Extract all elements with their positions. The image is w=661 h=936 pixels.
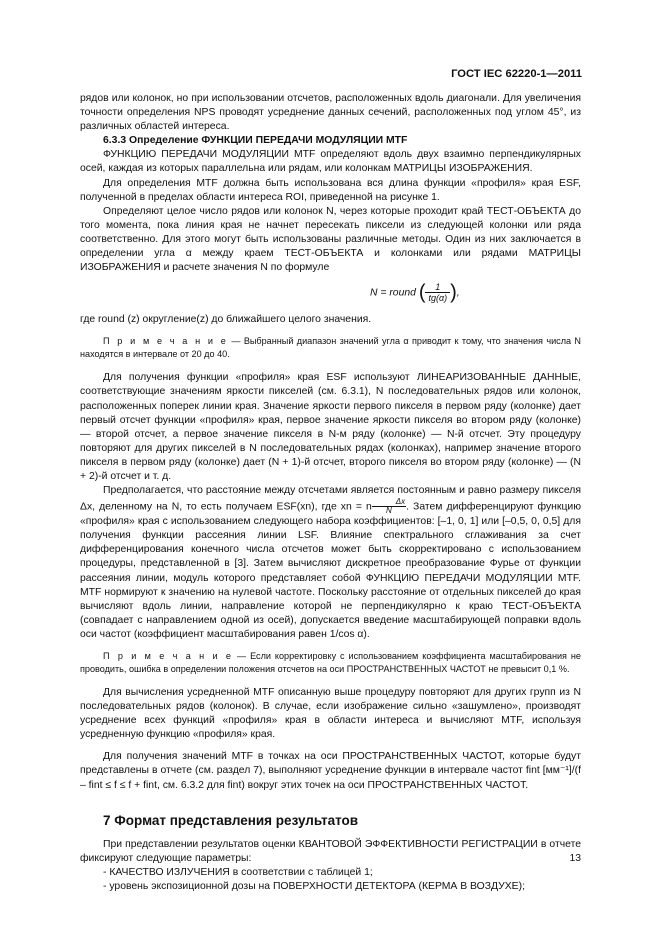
paragraph-lsf-fourier	[80, 484, 581, 642]
paragraph-lsf-part-a: Предполагается, что расстояние между отсчетами является постоянным и равно размеру пикселя Δx, деленному на N, то есть получаем ESF(xn), где xn = n	[80, 485, 581, 513]
paragraph-rows-n: Определяют целое число рядов или колонок N, через которые проходит край ТЕСТ-ОБЪЕКТА до того момента, пока линия края не начнет пересекать пиксели из следующей колонки или ряда соответственно. Для этого могут быть использованы различные методы. Один из них заключается в определении угла α между краем ТЕСТ-ОБЪЕКТА и колонками или рядами МАТРИЦЫ ИЗОБРАЖЕНИЯ и расчете значения N по формуле	[80, 205, 581, 274]
formula-fraction	[425, 282, 450, 303]
page-number: 13	[569, 853, 581, 864]
paragraph-where-round: где round (z) округление(z) до ближайшего целого значения.	[80, 314, 372, 326]
inline-fraction-denominator: N	[386, 506, 392, 516]
formula-denominator: tg(α)	[428, 293, 448, 304]
note-scaling	[80, 650, 581, 675]
list-item: - уровень экспозиционной дозы на ПОВЕРХНОСТИ ДЕТЕКТОРА (КЕРМА В ВОЗДУХЕ);	[103, 880, 525, 892]
paragraph-mtf-axes: ФУНКЦИЮ ПЕРЕДАЧИ МОДУЛЯЦИИ MTF определяют вдоль двух взаимно перпендикулярных осей, каждая из которых параллельна или рядам, или колонкам МАТРИЦЫ ИЗОБРАЖЕНИЯ.	[80, 149, 581, 175]
paragraph-average-mtf: Для вычисления усредненной MTF описанную выше процедуру повторяют для других групп из N последовательных рядов (колонок). В случае, если изображение сильно «зашумлено», производят усреднение всех функций «профиля» края в области интереса и вычисляют MTF, используя усредненную функцию «профиля» края.	[80, 687, 581, 741]
note-angle-range	[80, 335, 581, 360]
formula-lhs: N = round	[370, 287, 416, 299]
formula-paren-open: (	[418, 281, 426, 304]
section-heading-6-3-3: 6.3.3 Определение ФУНКЦИИ ПЕРЕДАЧИ МОДУЛЯЦИИ MTF	[103, 135, 408, 147]
paragraph-esf-profile: Для получения функции «профиля» края ESF используют ЛИНЕАРИЗОВАННЫЕ ДАННЫЕ, соответствующие значениям яркости пикселей (см. 6.3.1), N последовательных рядов или колонок, расположенных поперек линии края. Значение яркости первого пикселя в первом ряду (колонке) дает первый отсчет функции «профиля» края, первое значение яркости пикселя во втором ряду (колонке) — второй отсчет, а первое значение пикселя в N-м ряду (колонке) — N-й отсчет. Эту процедуру повторяют для других пикселей в N последовательных рядах (колонках), например значение второго пикселя в первом ряду (колонке) дает (N + 1)-й отсчет, второго пикселя во втором ряду (колонке) — (N + 2)-й отсчет и т. д.	[80, 372, 581, 482]
note-label: П р и м е ч а н и е	[103, 651, 234, 661]
paragraph-frequency-interval: Для получения значений MTF в точках на оси ПРОСТРАНСТВЕННЫХ ЧАСТОТ, которые будут представлены в отчете (см. раздел 7), выполняют усреднение функции в интервале частот fint [мм⁻¹]/(f – fint ≤ f ≤ f + fint, см. 6.3.2 для fint) вокруг этих точек на оси ПРОСТРАНСТВЕННЫХ ЧАСТОТ.	[80, 751, 581, 791]
formula-tail: ,	[456, 287, 460, 299]
page-body	[80, 92, 581, 894]
note-text: — Если корректировку с использованием коэффициента масштабирования не проводить, ошибка в определении положения отсчетов на оси ПРОСТРАНСТВЕННЫХ ЧАСТОТ не превысит 0,1 %.	[80, 651, 581, 674]
formula-paren-close: )	[450, 281, 457, 304]
paragraph-report-params: При представлении результатов оценки КВАНТОВОЙ ЭФФЕКТИВНОСТИ РЕГИСТРАЦИИ в отчете фиксируют следующие параметры:	[80, 838, 581, 864]
intro-paragraph: рядов или колонок, но при использовании отсчетов, расположенных вдоль диагонали. Для увеличения точности определения NPS проводят усреднение данных сечений, расположенных под углом 45°, из различных областей интереса.	[80, 93, 581, 133]
note-text: — Выбранный диапазон значений угла α приводит к тому, что значения числа N находятся в интервале от 20 до 40.	[80, 336, 581, 359]
paragraph-esf-length: Для определения MTF должна быть использована вся длина функции «профиля» края ESF, полученной в пределах области интереса ROI, приведенной на рисунке 1.	[80, 177, 581, 203]
inline-fraction-numerator: Δx	[372, 498, 406, 507]
standard-header: ГОСТ IEC 62220-1—2011	[451, 68, 582, 80]
section-heading-7: 7 Формат представления результатов	[103, 812, 359, 828]
inline-fraction-dx-n	[372, 498, 406, 515]
list-item: - КАЧЕСТВО ИЗЛУЧЕНИЯ в соответствии с таблицей 1;	[103, 866, 373, 878]
note-label: П р и м е ч а н и е	[103, 336, 228, 347]
formula-numerator: 1	[425, 282, 450, 293]
formula-n-round	[80, 278, 581, 308]
paragraph-lsf-part-b: . Затем дифференцируют функцию «профиля» края с использованием следующего набора коэффициентов: [–1, 0, 1] или [–0,5, 0, 0,5] для получения функции рассеяния линии LSF. Влияние спектрального сглаживания за счет дифференцирования конечного числа отсчетов может быть скорректировано с использованием процедуры, представленной в [3]. Затем вычисляют дискретное преобразование Фурье от функции рассеяния линии, модуль которого представляет собой ФУНКЦИЮ ПЕРЕДАЧИ МОДУЛЯЦИИ MTF. MTF нормируют к значению на нулевой частоте. Поскольку расстояние от отдельных пикселей до края вычисляют вдоль линии, направление которой не перпендикулярно к краю ТЕСТ-ОБЪЕКТА (совпадает с направлением одной из осей), допускается введение масштабирующей поправки вдоль оси частот (коэффициент масштабирования равен 1/cos α).	[80, 501, 582, 640]
